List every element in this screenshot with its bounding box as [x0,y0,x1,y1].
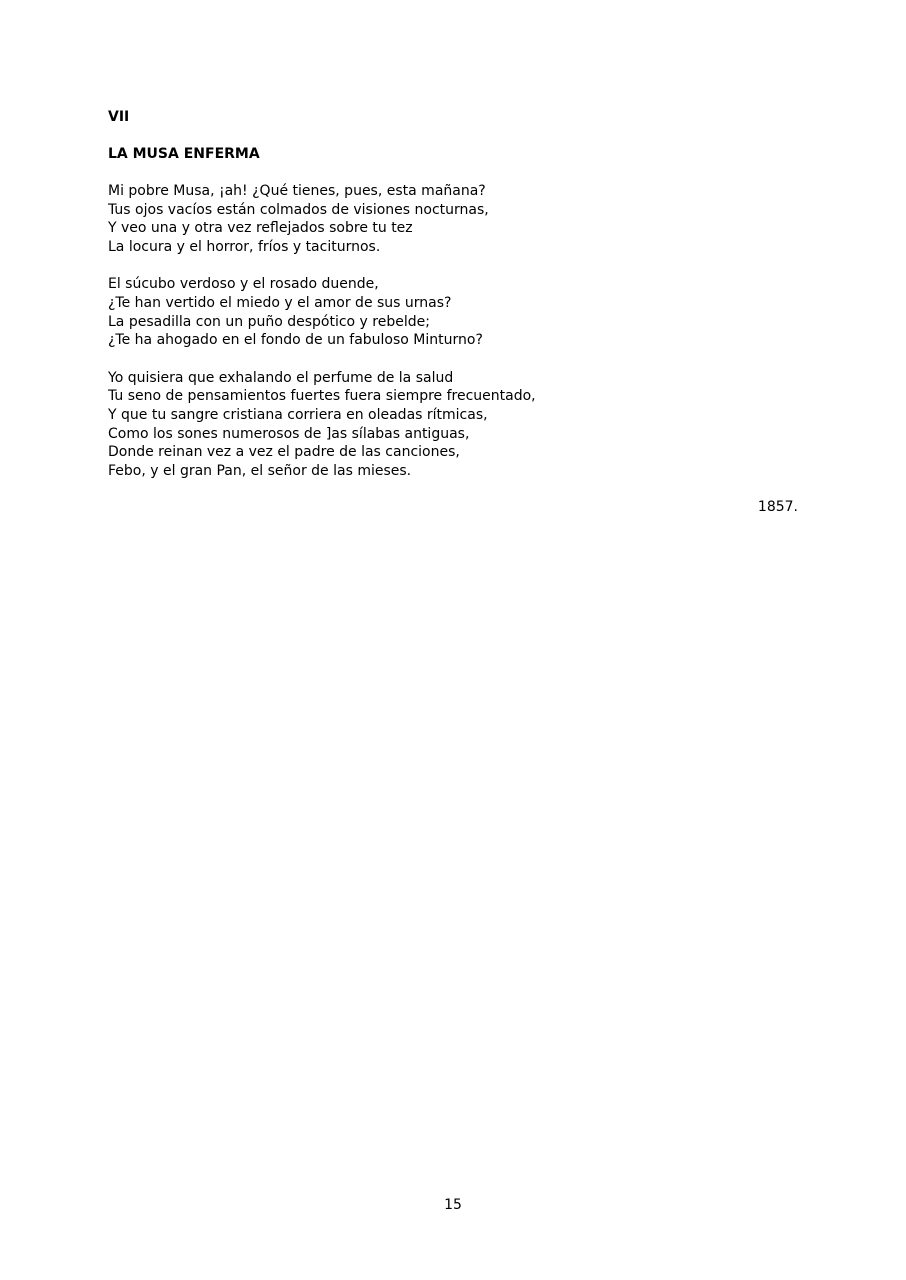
section-number: VII [108,109,130,125]
stanza-3 [108,369,798,481]
verse-line: Tus ojos vacíos están colmados de visiones nocturnas, [108,201,489,218]
verse-line: Como los sones numerosos de ]as sílabas antiguas, [108,425,470,442]
poem-title: LA MUSA ENFERMA [108,146,260,162]
verse-line: La locura y el horror, fríos y taciturnos. [108,238,381,255]
verse-line: Yo quisiera que exhalando el perfume de la salud [108,369,454,386]
verse-line: ¿Te han vertido el miedo y el amor de sus urnas? [108,294,452,311]
verse-line: ¿Te ha ahogado en el fondo de un fabuloso Minturno? [108,332,483,349]
stanza-2 [108,275,798,349]
verse-line: Y veo una y otra vez reflejados sobre tu tez [108,220,413,237]
verse-line: Y que tu sangre cristiana corriera en oleadas rítmicas, [108,406,488,423]
verse-line: Febo, y el gran Pan, el señor de las mieses. [108,462,412,479]
verse-line: Tu seno de pensamientos fuertes fuera siempre frecuentado, [108,388,536,405]
verse-line: La pesadilla con un puño despótico y rebelde; [108,313,430,330]
page-number: 15 [444,1197,462,1213]
stanza-1 [108,182,798,256]
verse-line: Mi pobre Musa, ¡ah! ¿Qué tienes, pues, esta mañana? [108,183,486,199]
poem-content [108,108,798,516]
verse-line: Donde reinan vez a vez el padre de las canciones, [108,444,460,461]
poem-date: 1857. [757,499,798,516]
verse-line: El súcubo verdoso y el rosado duende, [108,276,379,293]
